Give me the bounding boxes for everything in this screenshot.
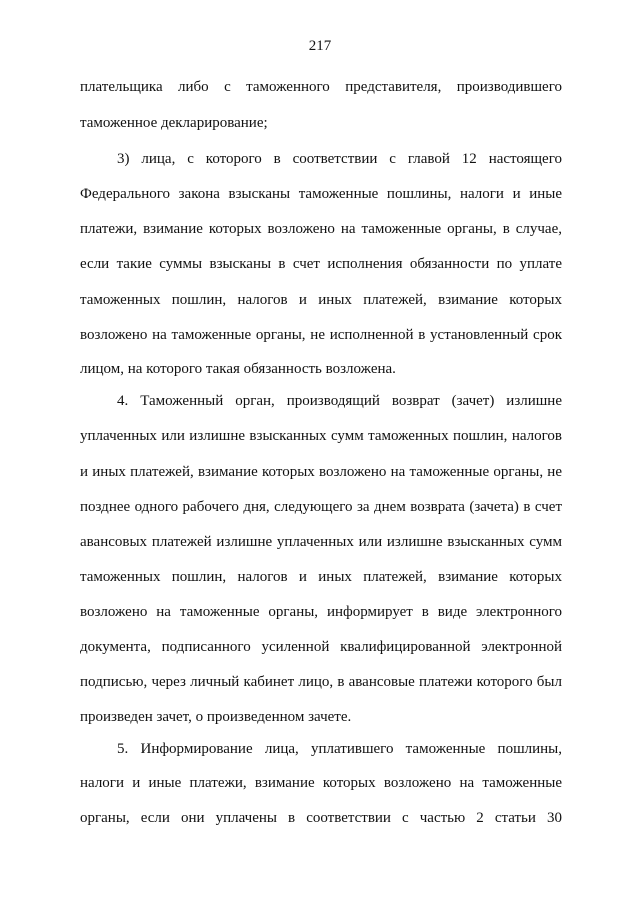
text-line: таможенное декларирование; (80, 115, 268, 131)
text-line: документа, подписанного усиленной квалифицированной электронной (80, 639, 562, 655)
text-line: уплаченных или излишне взысканных сумм таможенных пошлин, налогов (80, 428, 562, 444)
text-line: возложено на таможенные органы, информирует в виде электронного (80, 604, 562, 620)
text-line: позднее одного рабочего дня, следующего за днем возврата (зачета) в счет (80, 499, 562, 515)
text-line: налоги и иные платежи, взимание которых возложено на таможенные (80, 775, 562, 791)
text-line: возложено на таможенные органы, не исполненной в установленный срок (80, 327, 562, 343)
text-line: 3) лица, с которого в соответствии с главой 12 настоящего (117, 151, 562, 167)
text-line: таможенных пошлин, налогов и иных платежей, взимание которых (80, 292, 562, 308)
text-line: лицом, на которого такая обязанность возложена. (80, 361, 396, 377)
text-line: органы, если они уплачены в соответствии с частью 2 статьи 30 (80, 810, 562, 826)
text-line: платежи, взимание которых возложено на таможенные органы, в случае, (80, 221, 562, 237)
text-line: плательщика либо с таможенного представителя, производившего (80, 79, 562, 95)
text-line: Федерального закона взысканы таможенные пошлины, налоги и иные (80, 186, 562, 202)
text-line: если такие суммы взысканы в счет исполнения обязанности по уплате (80, 256, 562, 272)
text-line: 4. Таможенный орган, производящий возврат (зачет) излишне (117, 393, 562, 409)
text-line: 5. Информирование лица, уплатившего таможенные пошлины, (117, 741, 562, 757)
page-number: 217 (308, 38, 332, 54)
text-line: и иных платежей, взимание которых возложено на таможенные органы, не (80, 464, 562, 480)
text-line: таможенных пошлин, налогов и иных платежей, взимание которых (80, 569, 562, 585)
text-line: авансовых платежей излишне уплаченных или излишне взысканных сумм (80, 534, 562, 550)
text-line: произведен зачет, о произведенном зачете. (80, 709, 352, 725)
text-line: подписью, через личный кабинет лицо, в авансовые платежи которого был (80, 674, 562, 690)
